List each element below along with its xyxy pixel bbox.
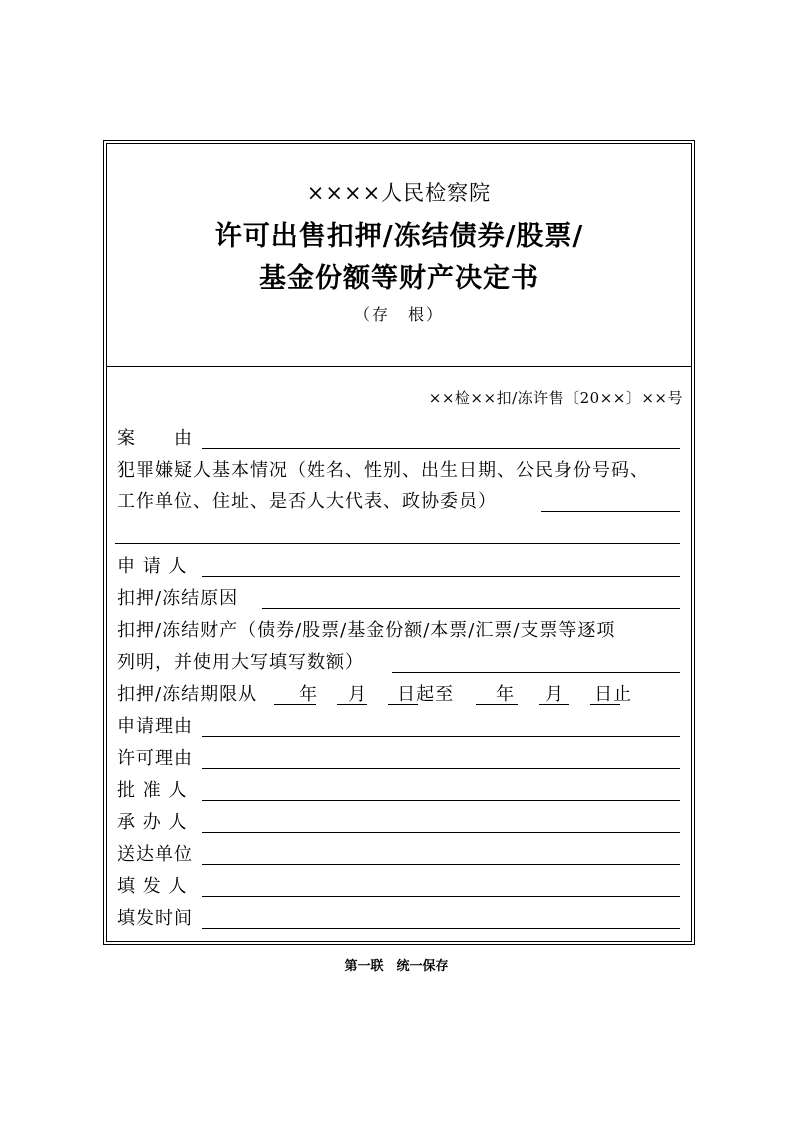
suspect-info-field-2[interactable] — [115, 543, 680, 544]
title-line-2: 基金份额等财产决定书 — [259, 263, 539, 294]
period-start-month-label: 月 — [348, 684, 368, 705]
start-day-field[interactable] — [388, 704, 418, 705]
period-prefix: 扣押/冻结期限从 — [117, 684, 258, 705]
handler-field[interactable] — [202, 832, 680, 833]
document-number: ××检××扣/冻许售〔20××〕××号 — [428, 389, 683, 407]
application-reason-label: 申请理由 — [117, 716, 193, 737]
period-end-year-label: 年 — [496, 684, 516, 705]
end-year-field[interactable] — [476, 704, 518, 705]
footer-note: 第一联 统一保存 — [344, 959, 449, 974]
application-reason-field[interactable] — [202, 736, 680, 737]
approver-field[interactable] — [202, 800, 680, 801]
delivery-unit-field[interactable] — [202, 864, 680, 865]
suspect-info-field-1[interactable] — [541, 511, 680, 512]
issuer-label: 填 发 人 — [117, 876, 188, 897]
title-line-1: 许可出售扣押/冻结债券/股票/ — [214, 221, 584, 252]
case-cause-label: 案 由 — [117, 428, 193, 449]
seize-reason-field[interactable] — [262, 608, 680, 609]
approver-label: 批 准 人 — [117, 780, 188, 801]
organization-name: ××××人民检察院 — [306, 181, 492, 205]
decision-form — [103, 140, 695, 945]
start-month-field[interactable] — [337, 704, 367, 705]
applicant-label: 申 请 人 — [117, 556, 188, 577]
case-cause-field[interactable] — [202, 448, 680, 449]
issue-time-field[interactable] — [202, 928, 680, 929]
applicant-field[interactable] — [202, 576, 680, 577]
end-month-field[interactable] — [539, 704, 569, 705]
suspect-info-label-2: 工作单位、住址、是否人大代表、政协委员） — [117, 491, 497, 512]
start-year-field[interactable] — [274, 704, 316, 705]
period-start-day-label: 日起至 — [397, 684, 455, 705]
permission-reason-label: 许可理由 — [117, 748, 193, 769]
copy-type: （存 根） — [353, 305, 444, 324]
property-field[interactable] — [392, 672, 680, 673]
property-label-2: 列明，并使用大写填写数额） — [117, 652, 364, 673]
period-end-day-label: 日止 — [594, 684, 633, 705]
period-start-year-label: 年 — [299, 684, 319, 705]
form-header — [107, 144, 691, 367]
issue-time-label: 填发时间 — [117, 908, 193, 929]
delivery-unit-label: 送达单位 — [117, 844, 193, 865]
end-day-field[interactable] — [590, 704, 620, 705]
issuer-field[interactable] — [202, 896, 680, 897]
handler-label: 承 办 人 — [117, 812, 188, 833]
suspect-info-label-1: 犯罪嫌疑人基本情况（姓名、性别、出生日期、公民身份号码、 — [117, 460, 649, 481]
property-label-1: 扣押/冻结财产（债券/股票/基金份额/本票/汇票/支票等逐项 — [117, 620, 616, 641]
period-end-month-label: 月 — [545, 684, 565, 705]
seize-reason-label: 扣押/冻结原因 — [117, 588, 239, 609]
permission-reason-field[interactable] — [202, 768, 680, 769]
